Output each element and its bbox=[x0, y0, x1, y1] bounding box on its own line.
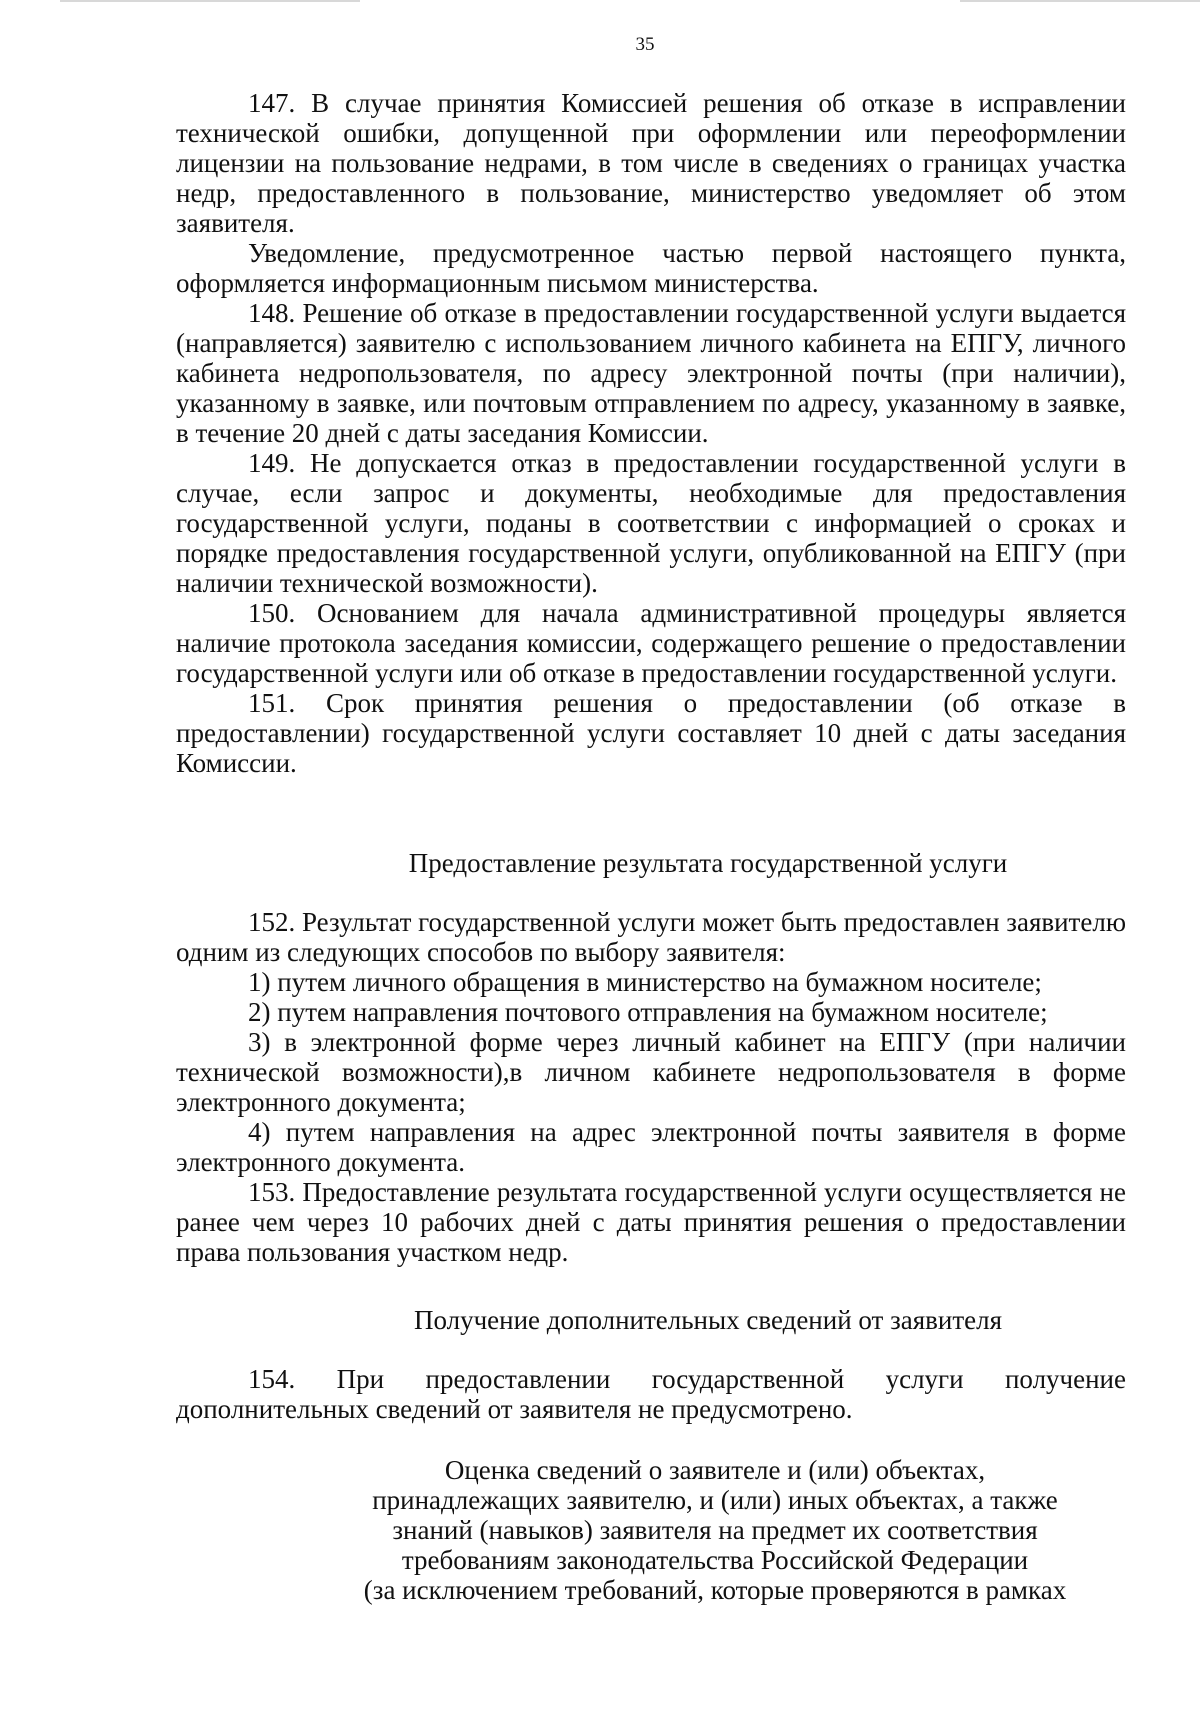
paragraph-148: 148. Решение об отказе в предоставлении государственной услуги выдается (направляется) заявителю с использованием личного кабинета на ЕПГУ, личного кабинета недропользователя, по адресу электронной почты (при наличии), указанному в заявке, или почтовым отправлением по адресу, указанному в заявке, в течение 20 дней с даты заседания Комиссии. bbox=[176, 298, 1126, 448]
paragraph-153: 153. Предоставление результата государственной услуги осуществляется не ранее чем через 10 рабочих дней с даты принятия решения о предоставлении права пользования участком недр. bbox=[176, 1177, 1126, 1267]
section-heading-assessment bbox=[300, 1455, 1130, 1605]
heading-line: (за исключением требований, которые проверяются в рамках bbox=[363, 1575, 1067, 1605]
heading-line: знаний (навыков) заявителя на предмет их соответствия bbox=[392, 1515, 1038, 1545]
text-block-additional-info bbox=[176, 1364, 1126, 1424]
paragraph-149: 149. Не допускается отказ в предоставлении государственной услуги в случае, если запрос и документы, необходимые для предоставления государственной услуги, поданы в соответствии с информацией о сроках и порядке предоставления государственной услуги, опубликованной на ЕПГУ (при наличии технической возможности). bbox=[176, 448, 1126, 598]
text-block-decision bbox=[176, 88, 1126, 778]
list-item-1: 1) путем личного обращения в министерство на бумажном носителе; bbox=[248, 967, 1042, 997]
heading-line: принадлежащих заявителю, и (или) иных объектах, а также bbox=[372, 1485, 1058, 1515]
scan-edge-mark bbox=[60, 0, 360, 2]
page-number: 35 bbox=[635, 34, 655, 55]
list-item-2: 2) путем направления почтового отправления на бумажном носителе; bbox=[248, 997, 1048, 1027]
section-heading-result: Предоставление результата государственной услуги bbox=[408, 848, 1008, 878]
heading-line: требованиям законодательства Российской Федерации bbox=[401, 1545, 1029, 1575]
paragraph-152: 152. Результат государственной услуги может быть предоставлен заявителю одним из следующих способов по выбору заявителя: bbox=[176, 907, 1126, 967]
paragraph-147: 147. В случае принятия Комиссией решения об отказе в исправлении технической ошибки, допущенной при оформлении или переоформлении лицензии на пользование недрами, в том числе в сведениях о границах участка недр, предоставленного в пользование, министерство уведомляет об этом заявителя. bbox=[176, 88, 1126, 238]
paragraph-151: 151. Срок принятия решения о предоставлении (об отказе в предоставлении) государственной услуги составляет 10 дней с даты заседания Комиссии. bbox=[176, 688, 1126, 778]
paragraph-154: 154. При предоставлении государственной услуги получение дополнительных сведений от заявителя не предусмотрено. bbox=[176, 1364, 1126, 1424]
scan-edge-mark bbox=[960, 0, 1200, 2]
paragraph-147-notice: Уведомление, предусмотренное частью первой настоящего пункта, оформляется информационным письмом министерства. bbox=[176, 238, 1126, 298]
heading-line: Оценка сведений о заявителе и (или) объектах, bbox=[444, 1455, 986, 1485]
paragraph-150: 150. Основанием для начала административной процедуры является наличие протокола заседания комиссии, содержащего решение о предоставлении государственной услуги или об отказе в предоставлении государственной услуги. bbox=[176, 598, 1126, 688]
section-heading-additional-info: Получение дополнительных сведений от заявителя bbox=[413, 1305, 1003, 1335]
text-block-result bbox=[176, 907, 1126, 1267]
list-item-3: 3) в электронной форме через личный кабинет на ЕПГУ (при наличии технической возможности),в личном кабинете недропользователя в форме электронного документа; bbox=[176, 1027, 1126, 1117]
list-item-4: 4) путем направления на адрес электронной почты заявителя в форме электронного документа. bbox=[176, 1117, 1126, 1177]
